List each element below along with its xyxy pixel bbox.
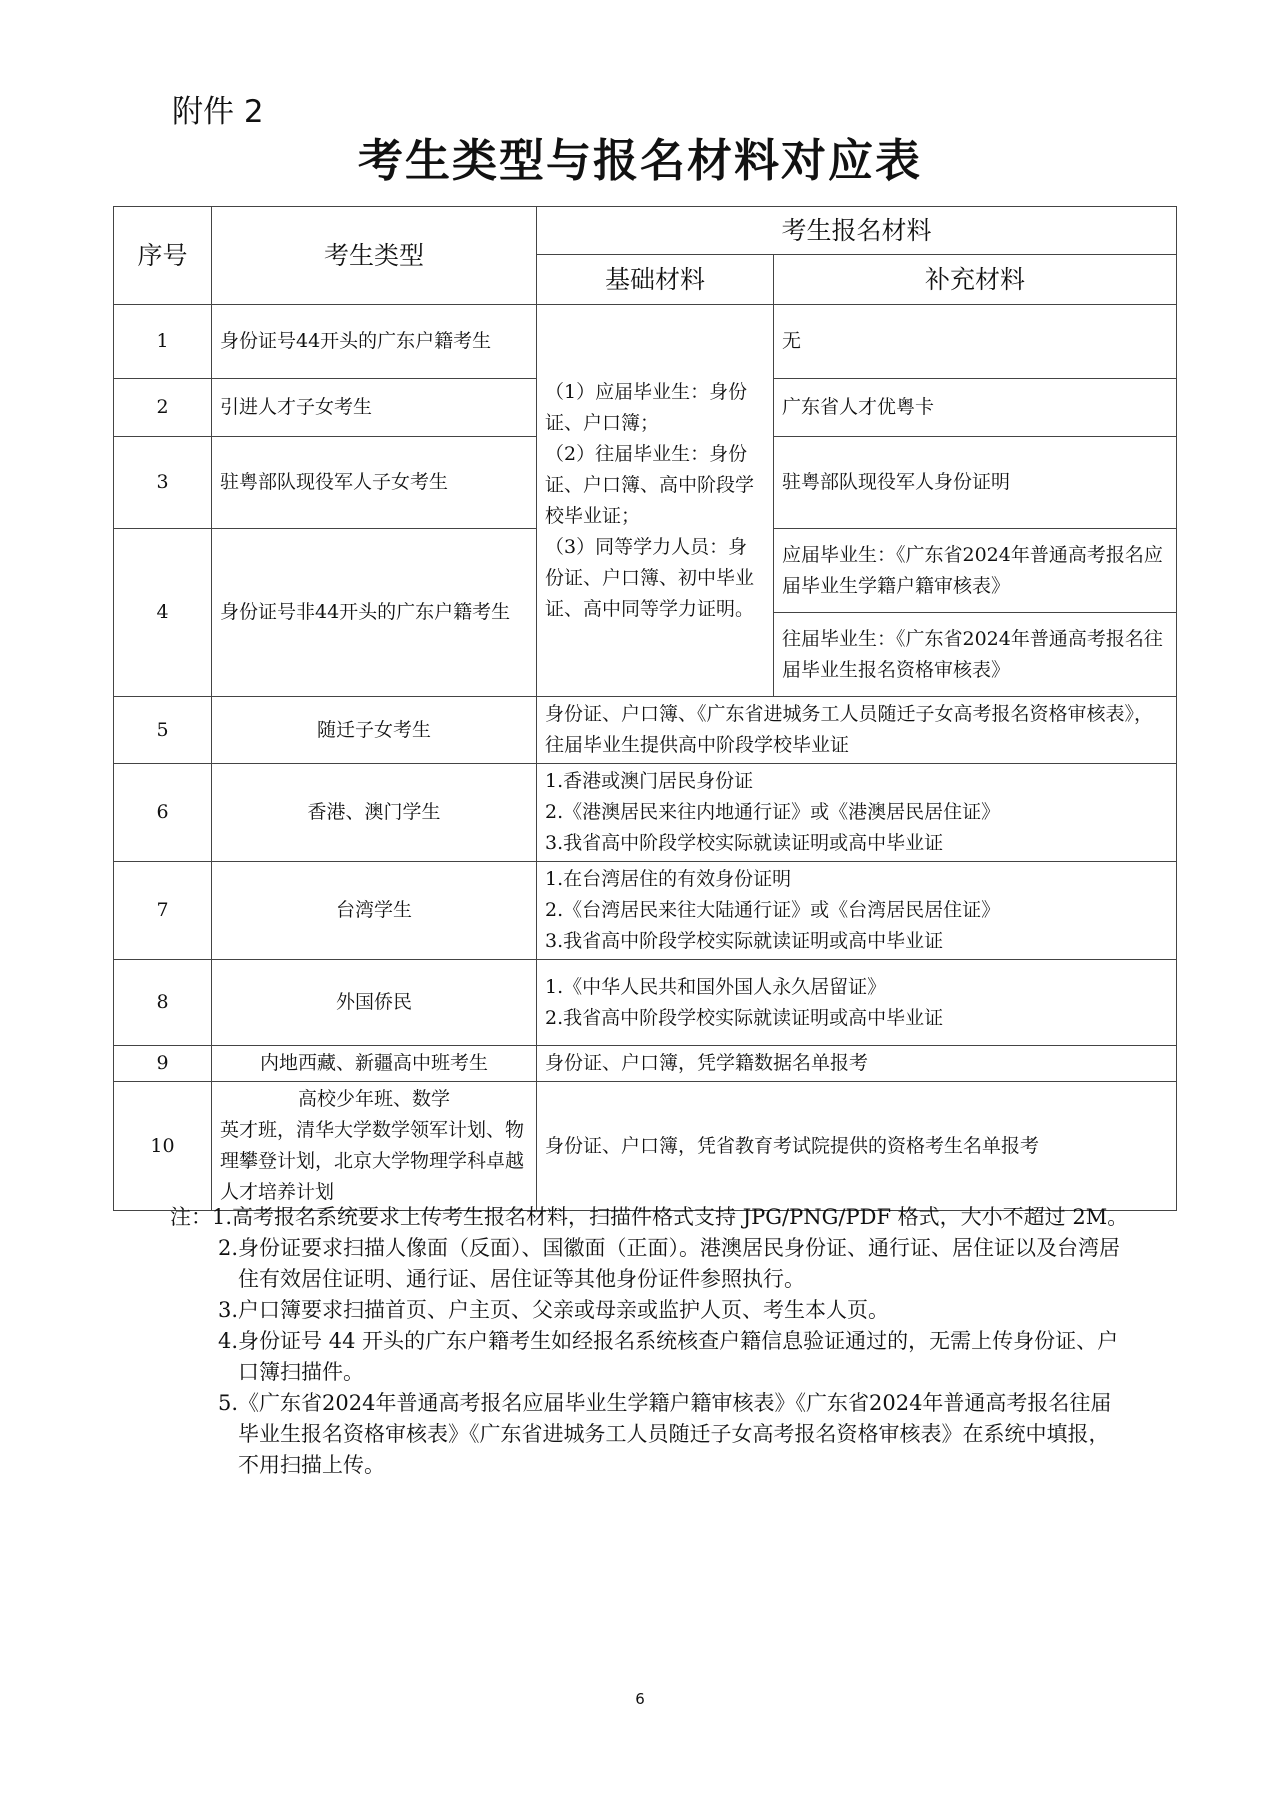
note-number: 5. — [218, 1391, 239, 1415]
materials-cell: 身份证、户口簿、《广东省进城务工人员随迁子女高考报名资格审核表》，往届毕业生提供高中阶段学校毕业证 — [537, 697, 1177, 764]
row-number: 7 — [114, 862, 212, 960]
materials-cell — [537, 764, 1177, 862]
candidate-type: 身份证号44开头的广东户籍考生 — [212, 305, 537, 379]
table-row — [114, 1046, 1177, 1082]
note-item — [170, 1326, 1130, 1388]
candidate-type: 外国侨民 — [212, 960, 537, 1046]
table-row — [114, 764, 1177, 862]
candidate-type: 内地西藏、新疆高中班考生 — [212, 1046, 537, 1082]
note-item — [170, 1202, 1130, 1233]
note-item — [170, 1388, 1130, 1481]
materials-cell — [537, 862, 1177, 960]
supplement-material: 广东省人才优粤卡 — [774, 379, 1177, 437]
candidate-type: 台湾学生 — [212, 862, 537, 960]
material-line: 1.在台湾居住的有效身份证明 — [545, 868, 792, 890]
material-line: 1.香港或澳门居民身份证 — [545, 770, 754, 792]
table-row — [114, 862, 1177, 960]
header-type: 考生类型 — [212, 207, 537, 305]
row-number: 6 — [114, 764, 212, 862]
supplement-material: 驻粤部队现役军人身份证明 — [774, 437, 1177, 529]
table-row — [114, 1082, 1177, 1211]
row-number: 1 — [114, 305, 212, 379]
note-number: 2. — [218, 1236, 239, 1260]
header-seq: 序号 — [114, 207, 212, 305]
basic-item: （1）应届毕业生：身份证、户口簿； — [545, 380, 748, 434]
supplement-material: 应届毕业生：《广东省2024年普通高考报名应届毕业生学籍户籍审核表》 — [774, 529, 1177, 613]
row-number: 9 — [114, 1046, 212, 1082]
note-text: 身份证要求扫描人像面（反面）、国徽面（正面）。港澳居民身份证、通行证、居住证以及台湾居住有效居住证明、通行证、居住证等其他身份证件参照执行。 — [238, 1236, 1121, 1291]
page-number: 6 — [635, 1690, 645, 1708]
basic-materials-shared — [537, 305, 774, 697]
candidate-type — [212, 1082, 537, 1211]
basic-item: （2）往届毕业生：身份证、户口簿、高中阶段学校毕业证； — [545, 442, 755, 527]
attachment-label: 附件 2 — [172, 94, 264, 130]
material-line: 3.我省高中阶段学校实际就读证明或高中毕业证 — [545, 832, 944, 854]
table-row — [114, 305, 1177, 379]
candidate-type: 香港、澳门学生 — [212, 764, 537, 862]
materials-cell — [537, 960, 1177, 1046]
header-materials: 考生报名材料 — [537, 207, 1177, 255]
supplement-material: 往届毕业生：《广东省2024年普通高考报名往届毕业生报名资格审核表》 — [774, 613, 1177, 697]
material-line: 2.我省高中阶段学校实际就读证明或高中毕业证 — [545, 1006, 944, 1029]
notes-section — [170, 1202, 1130, 1481]
header-supplement: 补充材料 — [774, 255, 1177, 305]
candidate-type-line: 高校少年班、数学 — [297, 1088, 450, 1110]
header-basic: 基础材料 — [537, 255, 774, 305]
row-number: 2 — [114, 379, 212, 437]
note-number: 3. — [218, 1298, 239, 1322]
row-number: 4 — [114, 529, 212, 697]
note-text: 户口簿要求扫描首页、户主页、父亲或母亲或监护人页、考生本人页。 — [238, 1298, 890, 1322]
candidate-type: 身份证号非44开头的广东户籍考生 — [212, 529, 537, 697]
material-line: 3.我省高中阶段学校实际就读证明或高中毕业证 — [545, 930, 944, 952]
candidate-type-line: 英才班，清华大学数学领军计划、物理攀登计划，北京大学物理学科卓越人才培养计划 — [220, 1119, 525, 1203]
candidate-type: 驻粤部队现役军人子女考生 — [212, 437, 537, 529]
notes-label: 注： — [170, 1205, 212, 1229]
note-number: 4. — [218, 1329, 239, 1353]
note-item — [170, 1295, 1130, 1326]
table-row — [114, 697, 1177, 764]
material-line: 2.《港澳居民来往内地通行证》或《港澳居民居住证》 — [545, 801, 1001, 823]
note-number: 1. — [212, 1205, 233, 1229]
row-number: 10 — [114, 1082, 212, 1211]
note-text: 高考报名系统要求上传考生报名材料，扫描件格式支持 JPG/PNG/PDF 格式，大小不超过 2M。 — [232, 1205, 1129, 1229]
supplement-material: 无 — [774, 305, 1177, 379]
candidate-type: 引进人才子女考生 — [212, 379, 537, 437]
material-line: 1.《中华人民共和国外国人永久居留证》 — [545, 975, 887, 998]
note-item — [170, 1233, 1130, 1295]
materials-cell: 身份证、户口簿，凭省教育考试院提供的资格考生名单报考 — [537, 1082, 1177, 1211]
row-number: 5 — [114, 697, 212, 764]
note-text: 《广东省2024年普通高考报名应届毕业生学籍户籍审核表》《广东省2024年普通高考报名往届毕业生报名资格审核表》《广东省进城务工人员随迁子女高考报名资格审核表》在系统中填报，不用扫描上传。 — [238, 1391, 1112, 1477]
row-number: 8 — [114, 960, 212, 1046]
note-text: 身份证号 44 开头的广东户籍考生如经报名系统核查户籍信息验证通过的，无需上传身份证、户口簿扫描件。 — [238, 1329, 1119, 1384]
basic-item: （3）同等学力人员：身份证、户口簿、初中毕业证、高中同等学力证明。 — [545, 535, 755, 620]
row-number: 3 — [114, 437, 212, 529]
material-line: 2.《台湾居民来往大陆通行证》或《台湾居民居住证》 — [545, 899, 1001, 921]
materials-cell: 身份证、户口簿，凭学籍数据名单报考 — [537, 1046, 1177, 1082]
document-title: 考生类型与报名材料对应表 — [357, 134, 922, 187]
materials-table — [113, 206, 1177, 1211]
table-row — [114, 960, 1177, 1046]
candidate-type: 随迁子女考生 — [212, 697, 537, 764]
